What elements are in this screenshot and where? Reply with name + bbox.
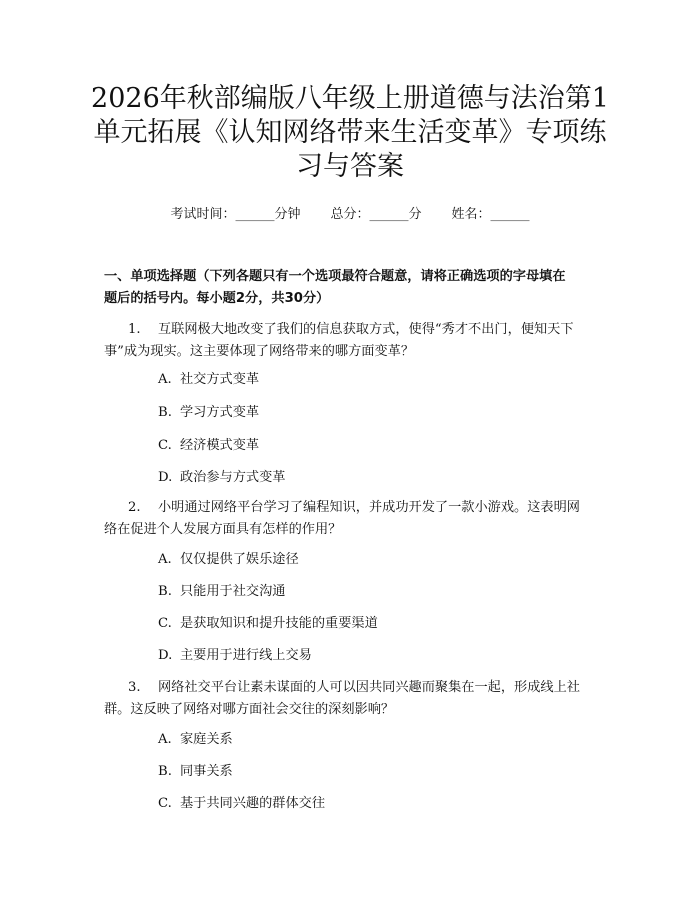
student-name-field: 姓名：______ bbox=[451, 207, 530, 222]
total-score-field: 总分：______分 bbox=[330, 207, 422, 222]
option-1b: B. 学习方式变革 bbox=[158, 405, 260, 420]
section-heading-line: 一、单项选择题（下列各题只有一个选项最符合题意，请将正确选项的字母填在 bbox=[104, 269, 566, 284]
question-text: 小明通过网络平台学习了编程知识，并成功开发了一款小游戏。这表明网 bbox=[158, 500, 580, 515]
title-line: 习与答案 bbox=[296, 151, 404, 182]
option-3a: A. 家庭关系 bbox=[158, 732, 233, 747]
section-heading-multiple-choice bbox=[104, 266, 604, 310]
option-1a: A. 社交方式变革 bbox=[158, 372, 260, 387]
title-line: 2026年秋部编版八年级上册道德与法治第1 bbox=[91, 83, 609, 114]
question-text: 互联网极大地改变了我们的信息获取方式，使得“秀才不出门，便知天下 bbox=[158, 322, 574, 337]
question-2 bbox=[104, 497, 604, 541]
question-text: 网络社交平台让素未谋面的人可以因共同兴趣而聚集在一起，形成线上社 bbox=[158, 680, 580, 695]
question-1 bbox=[104, 319, 604, 363]
section-heading-line: 题后的括号内。每小题2分，共30分） bbox=[104, 291, 330, 306]
title-line: 单元拓展《认知网络带来生活变革》专项练 bbox=[93, 117, 607, 148]
question-number: 3. bbox=[128, 680, 141, 695]
option-2a: A. 仅仅提供了娱乐途径 bbox=[158, 552, 299, 567]
question-text: 络在促进个人发展方面具有怎样的作用？ bbox=[104, 522, 342, 537]
option-3c: C. 基于共同兴趣的群体交往 bbox=[158, 796, 326, 811]
exam-time-field: 考试时间：______分钟 bbox=[170, 207, 301, 222]
exam-info-row bbox=[0, 206, 700, 224]
document-title bbox=[90, 82, 610, 184]
option-1c: C. 经济模式变革 bbox=[158, 438, 260, 453]
option-3b: B. 同事关系 bbox=[158, 764, 233, 779]
question-number: 1. bbox=[128, 322, 141, 337]
question-3 bbox=[104, 677, 604, 721]
option-1d: D. 政治参与方式变革 bbox=[158, 470, 286, 485]
option-2b: B. 只能用于社交沟通 bbox=[158, 584, 286, 599]
question-number: 2. bbox=[128, 500, 141, 515]
option-2d: D. 主要用于进行线上交易 bbox=[158, 648, 312, 663]
question-text: 事”成为现实。这主要体现了网络带来的哪方面变革？ bbox=[104, 344, 415, 359]
question-text: 群。这反映了网络对哪方面社会交往的深刻影响？ bbox=[104, 702, 395, 717]
option-2c: C. 是获取知识和提升技能的重要渠道 bbox=[158, 616, 378, 631]
